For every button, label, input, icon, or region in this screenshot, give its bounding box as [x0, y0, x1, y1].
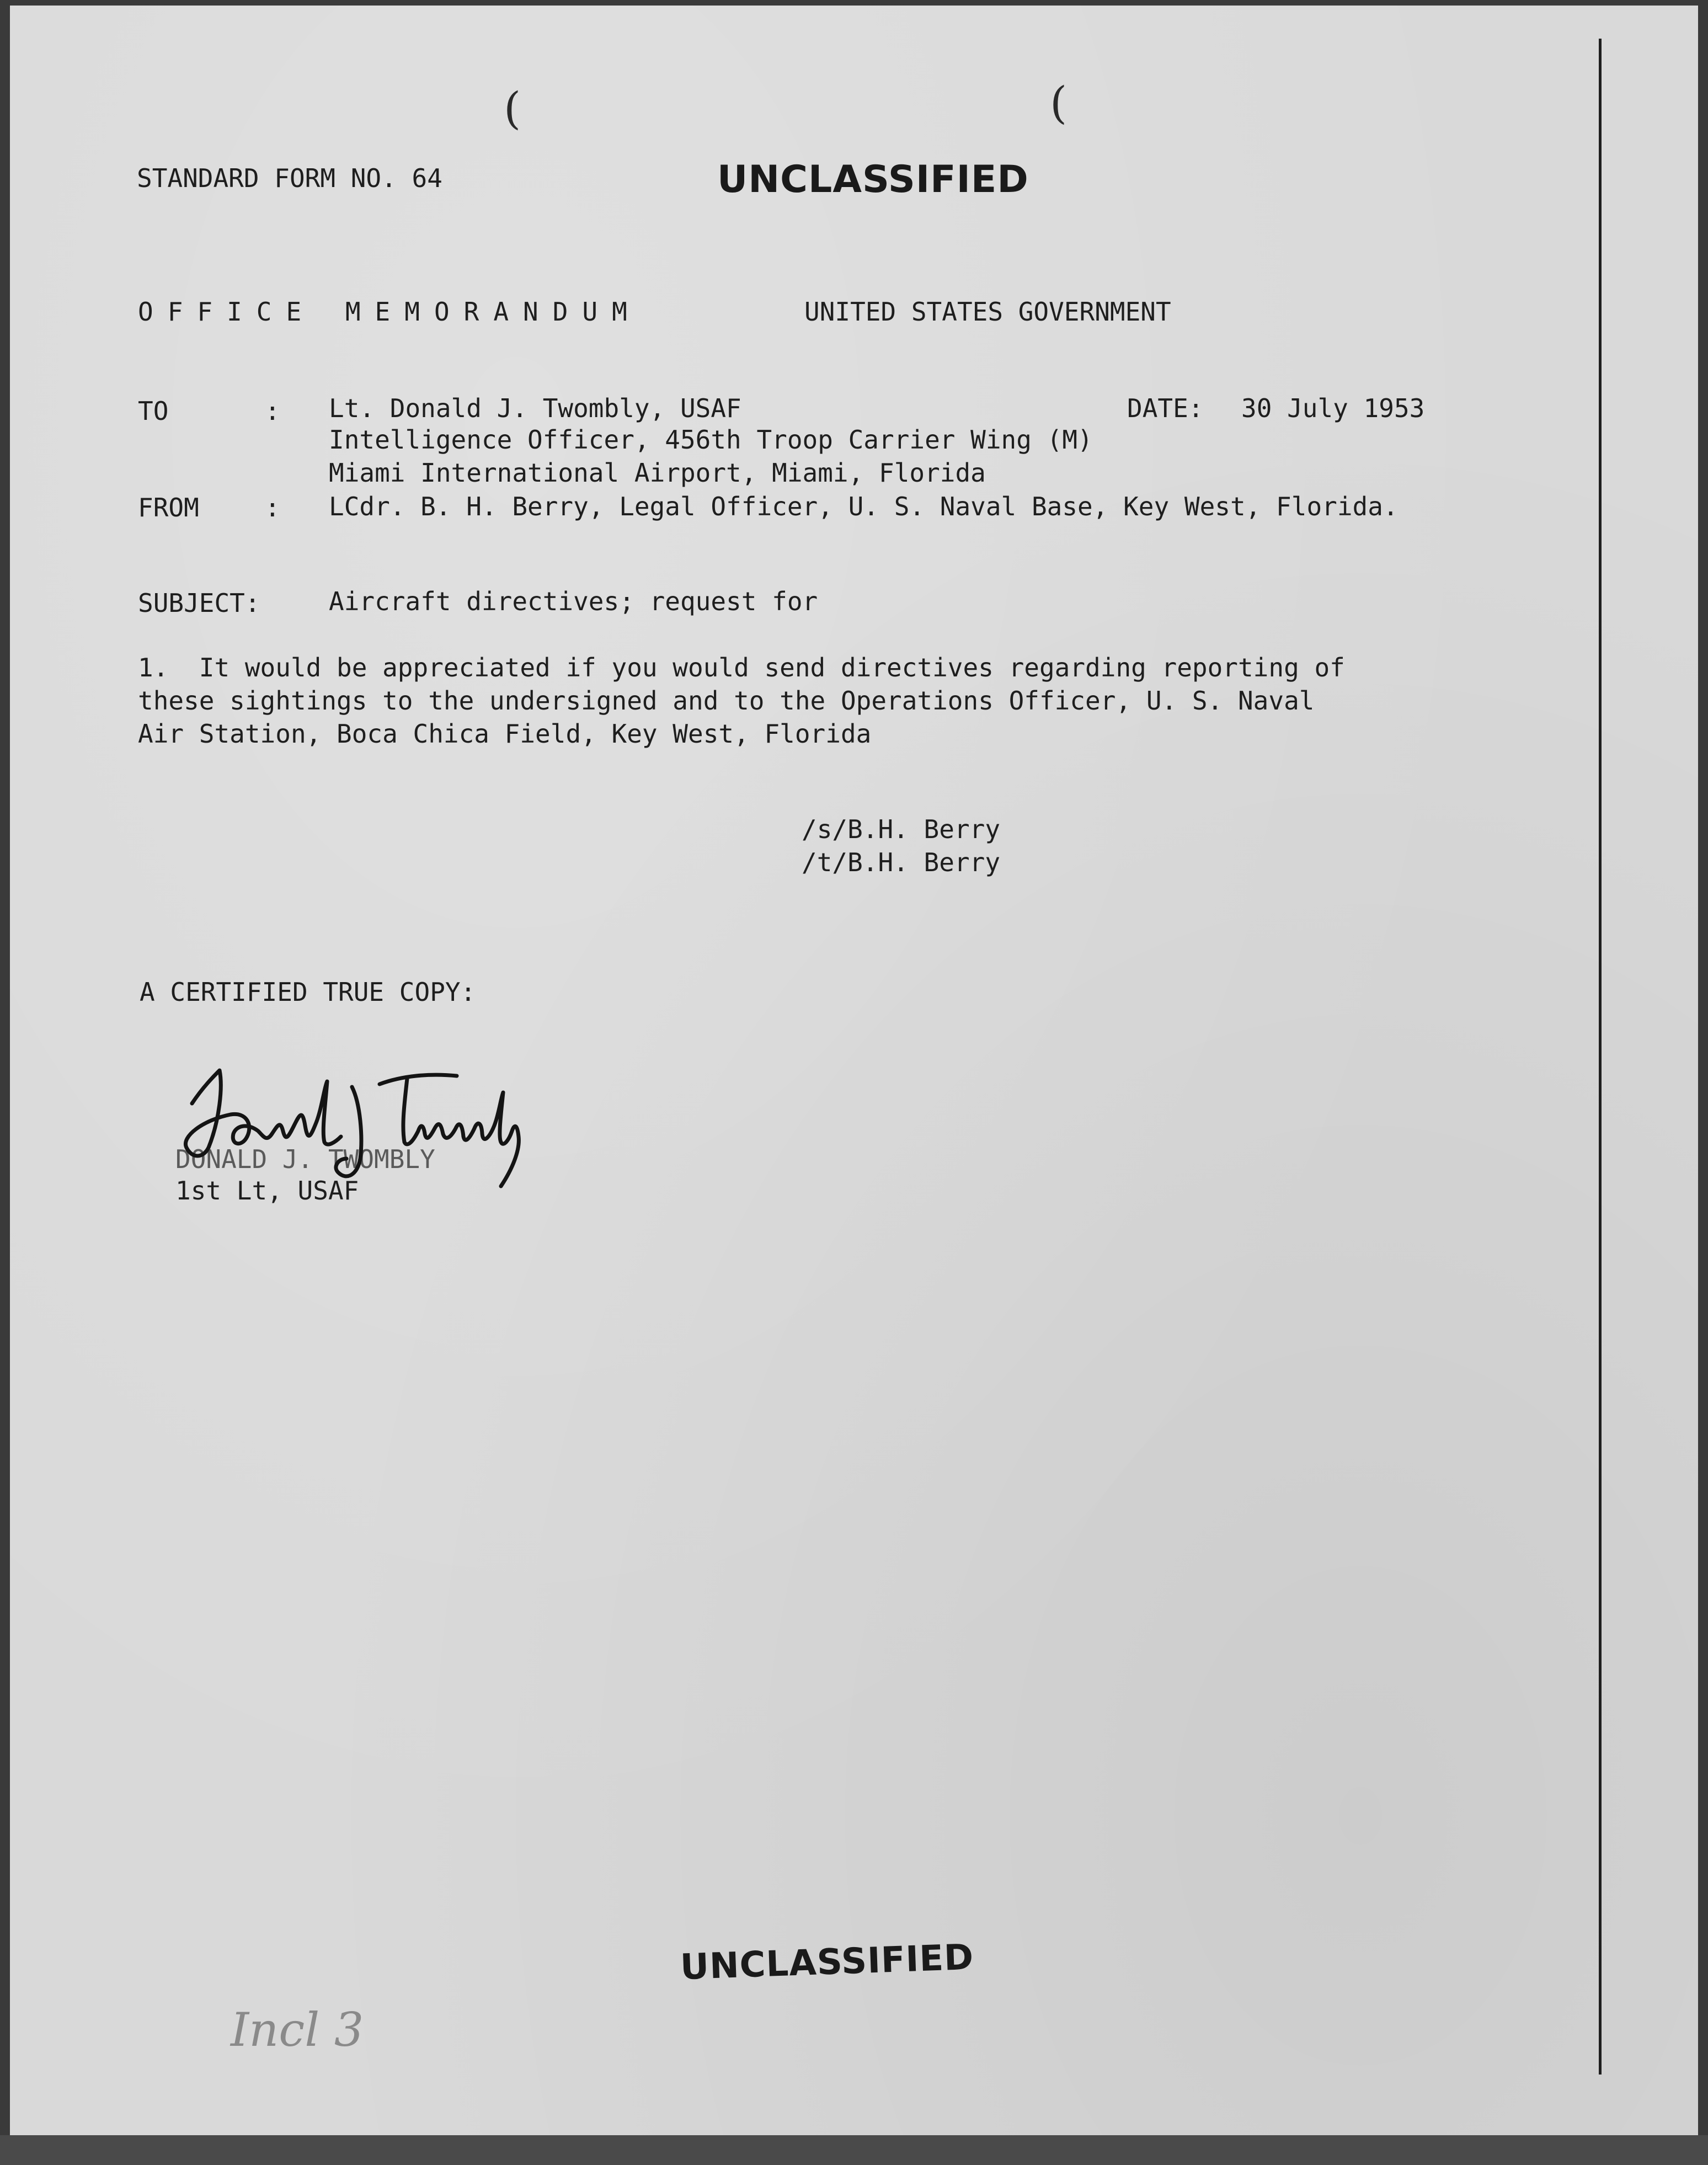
from-label: FROM	[138, 493, 199, 522]
right-edge-rule	[1599, 39, 1602, 2075]
body-line-3: Air Station, Boca Chica Field, Key West, Florida	[138, 719, 872, 749]
subject-label: SUBJECT:	[138, 588, 260, 618]
form-number: STANDARD FORM NO. 64	[137, 163, 442, 193]
certified-label: A CERTIFIED TRUE COPY:	[140, 977, 476, 1007]
body-line-1: 1. It would be appreciated if you would send directives regarding reporting of	[138, 653, 1345, 682]
classification-stamp-top: UNCLASSIFIED	[717, 158, 1029, 201]
date-value: 30 July 1953	[1241, 393, 1425, 423]
scan-border	[0, 2135, 1708, 2165]
subject-value: Aircraft directives; request for	[329, 586, 818, 616]
certifier-rank: 1st Lt, USAF	[175, 1176, 359, 1206]
to-label: TO	[138, 396, 169, 426]
to-colon: :	[265, 396, 280, 426]
pencil-annotation: Incl 3	[231, 2003, 364, 2057]
certifier-name: DONALD J. TWOMBLY	[175, 1144, 435, 1174]
margin-mark-right: (	[1050, 77, 1068, 129]
to-line-2: Intelligence Officer, 456th Troop Carrier Wing (M)	[329, 425, 1093, 455]
from-colon: :	[265, 493, 280, 522]
date-label: DATE:	[1127, 393, 1204, 423]
body-line-2: these sightings to the undersigned and to the Operations Officer, U. S. Naval	[138, 686, 1315, 716]
to-line-1: Lt. Donald J. Twombly, USAF	[329, 393, 741, 423]
typed-line: /t/B.H. Berry	[802, 847, 1001, 877]
to-line-3: Miami International Airport, Miami, Florida	[329, 458, 986, 488]
from-value: LCdr. B. H. Berry, Legal Officer, U. S. Naval Base, Key West, Florida.	[329, 492, 1399, 521]
margin-mark-left: (	[504, 83, 521, 134]
government-label: UNITED STATES GOVERNMENT	[804, 297, 1171, 327]
document-page	[10, 6, 1698, 2135]
signed-line: /s/B.H. Berry	[802, 814, 1001, 844]
classification-stamp-bottom: UNCLASSIFIED	[679, 1937, 975, 1988]
memo-label: OFFICE MEMORANDUM	[138, 297, 642, 327]
